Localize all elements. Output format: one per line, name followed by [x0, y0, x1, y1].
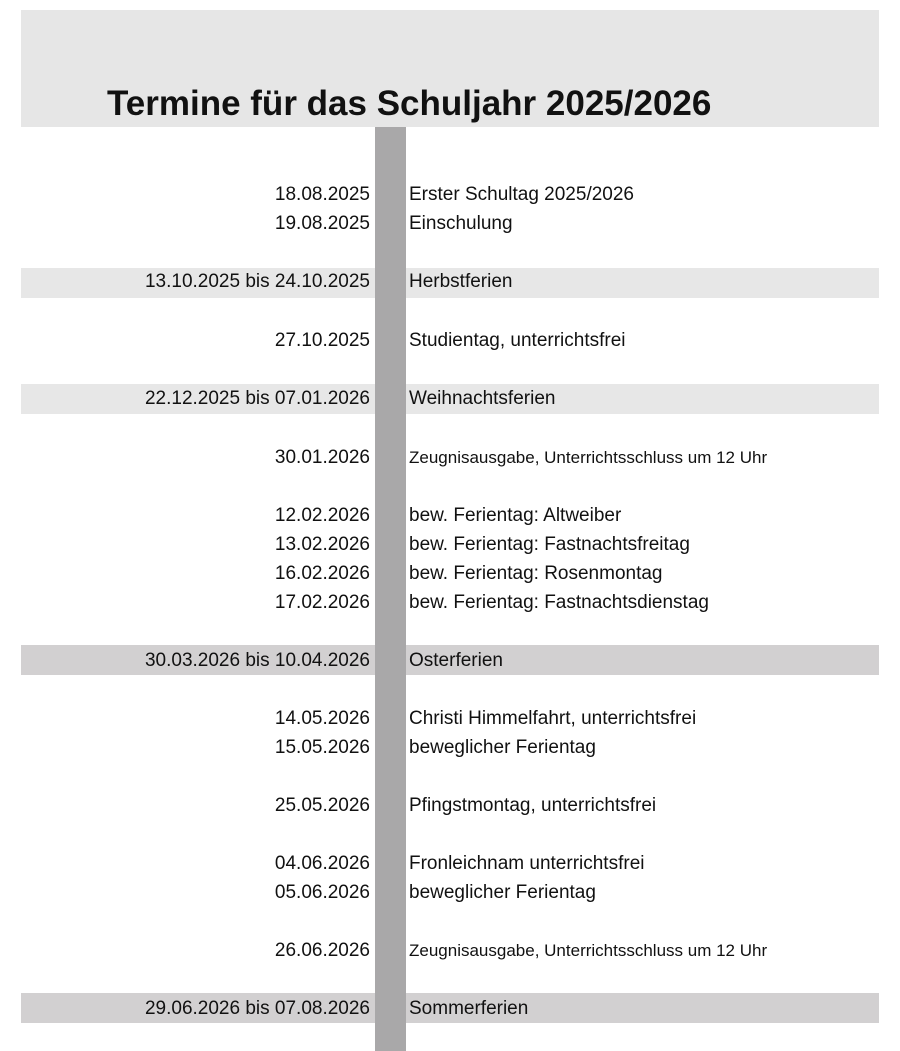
entry-date: 17.02.2026 [274, 592, 370, 613]
entry-description: Osterferien [409, 650, 503, 671]
entry-date: 26.06.2026 [274, 940, 370, 961]
entry-description: Zeugnisausgabe, Unterrichtsschluss um 12 Uhr [409, 448, 768, 467]
entry-date: 13.10.2025 bis 24.10.2025 [144, 271, 370, 292]
entry-date: 16.02.2026 [274, 563, 370, 584]
entry-date: 29.06.2026 bis 07.08.2026 [144, 998, 370, 1019]
entry-description: Zeugnisausgabe, Unterrichtsschluss um 12 Uhr [409, 941, 768, 960]
entry-date: 04.06.2026 [274, 853, 370, 874]
entry-date: 14.05.2026 [274, 708, 370, 729]
entry-date: 30.01.2026 [274, 447, 370, 468]
entry-date: 18.08.2025 [274, 184, 370, 205]
entry-description: Fronleichnam unterrichtsfrei [409, 853, 645, 874]
entry-date: 30.03.2026 bis 10.04.2026 [144, 650, 370, 671]
entry-description: bew. Ferientag: Altweiber [409, 505, 622, 526]
entry-description: beweglicher Ferientag [409, 882, 596, 903]
column-divider [375, 127, 406, 1051]
entry-description: Erster Schultag 2025/2026 [409, 184, 634, 205]
entry-description: Pfingstmontag, unterrichtsfrei [409, 795, 657, 816]
entry-description: Einschulung [409, 213, 513, 234]
entry-description: Weihnachtsferien [409, 388, 556, 409]
entry-date: 13.02.2026 [274, 534, 370, 555]
entry-description: bew. Ferientag: Fastnachtsfreitag [409, 534, 690, 555]
entry-date: 27.10.2025 [274, 330, 370, 351]
entry-date: 05.06.2026 [274, 882, 370, 903]
entry-date: 22.12.2025 bis 07.01.2026 [144, 388, 370, 409]
entry-description: Herbstferien [409, 271, 513, 292]
entry-description: Sommerferien [409, 998, 529, 1019]
entry-date: 15.05.2026 [274, 737, 370, 758]
entry-description: Christi Himmelfahrt, unterrichtsfrei [409, 708, 697, 729]
entry-date: 25.05.2026 [274, 795, 370, 816]
entry-description: beweglicher Ferientag [409, 737, 596, 758]
entry-date: 12.02.2026 [274, 505, 370, 526]
entry-description: bew. Ferientag: Rosenmontag [409, 563, 663, 584]
page-title: Termine für das Schuljahr 2025/2026 [107, 84, 712, 123]
entry-date: 19.08.2025 [274, 213, 370, 234]
entry-description: Studientag, unterrichtsfrei [409, 330, 626, 351]
entry-description: bew. Ferientag: Fastnachtsdienstag [409, 592, 709, 613]
